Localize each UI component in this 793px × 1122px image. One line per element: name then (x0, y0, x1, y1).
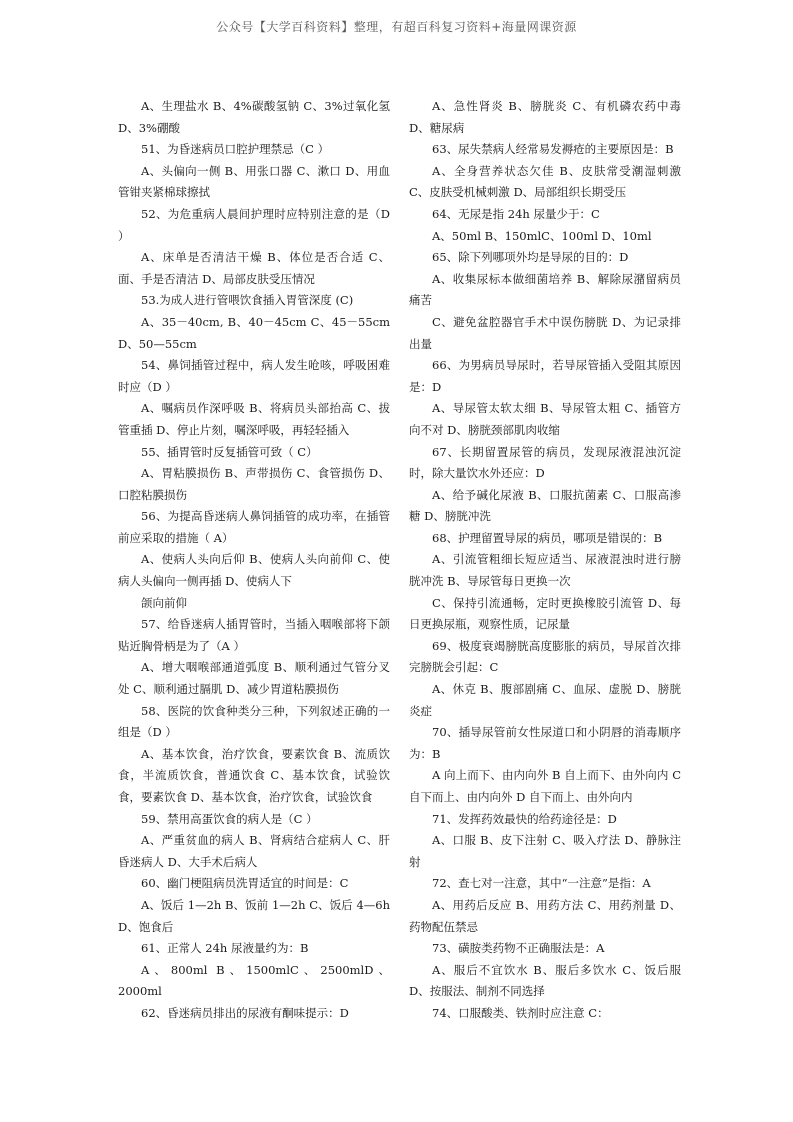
question-63: 63、尿失禁病人经常易发褥疮的主要原因是：B (432, 142, 674, 157)
options-72: A、用药后反应 B、用药方法 C、用药剂量 D、药物配伍禁忌 (409, 897, 681, 934)
options-61: A、800ml B、1500mlC、2500mlD、2000ml (118, 962, 390, 999)
options-55: A、胃粘膜损伤 B、声带损伤 C、食管损伤 D、口腔粘膜损伤 (118, 466, 390, 502)
question-73: 73、磺胺类药物不正确服法是：A (432, 941, 605, 956)
question-66: 66、为男病员导尿时，若导尿管插入受阻其原因是：D (409, 358, 681, 394)
question-60: 60、幽门梗阻病员洗胃适宜的时间是：C (141, 876, 349, 891)
question-54: 54、鼻饲插管过程中，病人发生呛咳，呼吸困难时应（D ） (118, 358, 390, 394)
options-62: A、急性肾炎 B、膀胱炎 C、有机磷农药中毒 D、糖尿病 (409, 99, 681, 135)
question-53: 53.为成人进行管喂饮食插入胃管深度 (C) (141, 293, 354, 308)
question-56: 56、为提高昏迷病人鼻饲插管的成功率，在插管前应采取的措施（ A） (118, 509, 390, 545)
options-65-cont: C、避免盆腔器官手术中误伤膀胱 D、为记录排出量 (409, 314, 681, 351)
question-71: 71、发挥药效最快的给药途径是：D (432, 811, 617, 826)
options-63: A、全身营养状态欠佳 B、皮肤常受潮湿刺激 C、皮肤受机械刺激 D、局部组织长期受压 (409, 163, 681, 200)
question-69: 69、极度衰竭膀胱高度膨胀的病员，导尿首次排完膀胱会引起：C (409, 638, 681, 675)
question-52: 52、为危重病人晨间护理时应特别注意的是（D ） (118, 206, 390, 243)
question-57: 57、给昏迷病人插胃管时，当插入咽喉部将下颌贴近胸骨柄是为了（A ） (118, 617, 390, 653)
options-59: A、严重贫血的病人 B、肾病结合症病人 C、肝昏迷病人 D、大手术后病人 (118, 833, 390, 869)
question-67: 67、长期留置尿管的病员，发现尿液混浊沉淀时，除大量饮水外还应：D (409, 444, 681, 481)
options-52: A、床单是否清洁干燥 B、体位是否合适 C、面、手是否清洁 D、局部皮肤受压情况 (118, 250, 390, 286)
options-56: A、使病人头向后仰 B、使病人头向前仰 C、使病人头偏向一侧再插 D、使病人下 (118, 552, 390, 589)
options-64: A、50ml B、150mlC、100ml D、10ml (432, 228, 652, 243)
question-58: 58、医院的饮食种类分三种，下列叙述正确的一组是（D ） (118, 703, 390, 740)
options-56-cont: 颌向前仰 (141, 595, 187, 610)
question-61: 61、正常人 24h 尿液量约为：B (141, 941, 309, 956)
options-66: A、导尿管太软太细 B、导尿管太粗 C、插管方向不对 D、膀胱颈部肌肉收缩 (409, 401, 681, 437)
options-70: A 向上而下、由内向外 B 自上而下、由外向内 C 自下而上、由内向外 D 自下而上、由外向内 (409, 768, 681, 804)
options-67: A、给予碱化尿液 B、口服抗菌素 C、口服高渗糖 D、膀胱冲洗 (409, 487, 681, 524)
options-60: A、饭后 1—2h B、饭前 1—2h C、饭后 4—6h D、饱食后 (118, 897, 390, 934)
options-57: A、增大咽喉部通道弧度 B、顺利通过气管分叉处 C、顺利通过膈肌 D、减少胃道粘膜损伤 (118, 660, 390, 697)
page-header: 公众号【大学百科资料】整理，有超百科复习资料+海量网课资源 (216, 20, 577, 34)
options-54: A、嘱病员作深呼吸 B、将病员头部抬高 C、拔管重插 D、停止片刻，嘱深呼吸，再轻轻插入 (118, 401, 390, 437)
question-65: 65、除下列哪项外均是导尿的目的：D (432, 250, 629, 265)
question-68: 68、护理留置导尿的病员，哪项是错误的：B (432, 530, 663, 545)
options-51: A、头偏向一侧 B、用张口器 C、漱口 D、用血管钳夹紧棉球擦拭 (118, 163, 390, 200)
options-69: A、休克 B、腹部剧痛 C、血尿、虚脱 D、膀胱炎症 (409, 682, 681, 718)
right-column (409, 96, 681, 1025)
options-73: A、服后不宜饮水 B、服后多饮水 C、饭后服 D、按服法、制剂不同选择 (409, 962, 681, 999)
question-72: 72、查七对一注意，其中“一注意”是指：A (432, 876, 651, 891)
options-68: A、引流管粗细长短应适当、尿液混浊时进行膀胱冲洗 B、导尿管每日更换一次 (409, 552, 681, 589)
question-74: 74、口服酸类、铁剂时应注意 C： (432, 1005, 609, 1020)
question-64: 64、无尿是指 24h 尿量少于：C (432, 206, 600, 221)
question-70: 70、插导尿管前女性尿道口和小阴唇的消毒顺序为：B (409, 725, 681, 761)
options-53: A、35－40cm, B、40－45cm C、45－55cm D、50—55cm (118, 314, 390, 351)
left-column (118, 96, 390, 1025)
options-65: A、收集尿标本做细菌培养 B、解除尿潴留病员痛苦 (409, 271, 681, 308)
question-51: 51、为昏迷病员口腔护理禁忌（C ） (141, 142, 330, 157)
question-59: 59、禁用高蛋饮食的病人是（C ） (141, 811, 318, 826)
text-line: A、生理盐水 B、4%碳酸氢钠 C、3%过氧化氢 D、3%硼酸 (118, 99, 390, 135)
question-55: 55、插胃管时反复插管可致（ C） (141, 444, 318, 459)
options-58: A、基本饮食，治疗饮食，要素饮食 B、流质饮食，半流质饮食，普通饮食 C、基本饮食，试验饮食，要素饮食 D、基本饮食，治疗饮食，试验饮食 (118, 746, 390, 804)
options-71: A、口服 B、皮下注射 C、吸入疗法 D、静脉注射 (409, 833, 681, 869)
question-62: 62、昏迷病员排出的尿液有酮味提示：D (141, 1005, 349, 1020)
options-68-cont: C、保持引流通畅，定时更换橡胶引流管 D、每日更换尿瓶，观察性质，记尿量 (409, 595, 681, 632)
